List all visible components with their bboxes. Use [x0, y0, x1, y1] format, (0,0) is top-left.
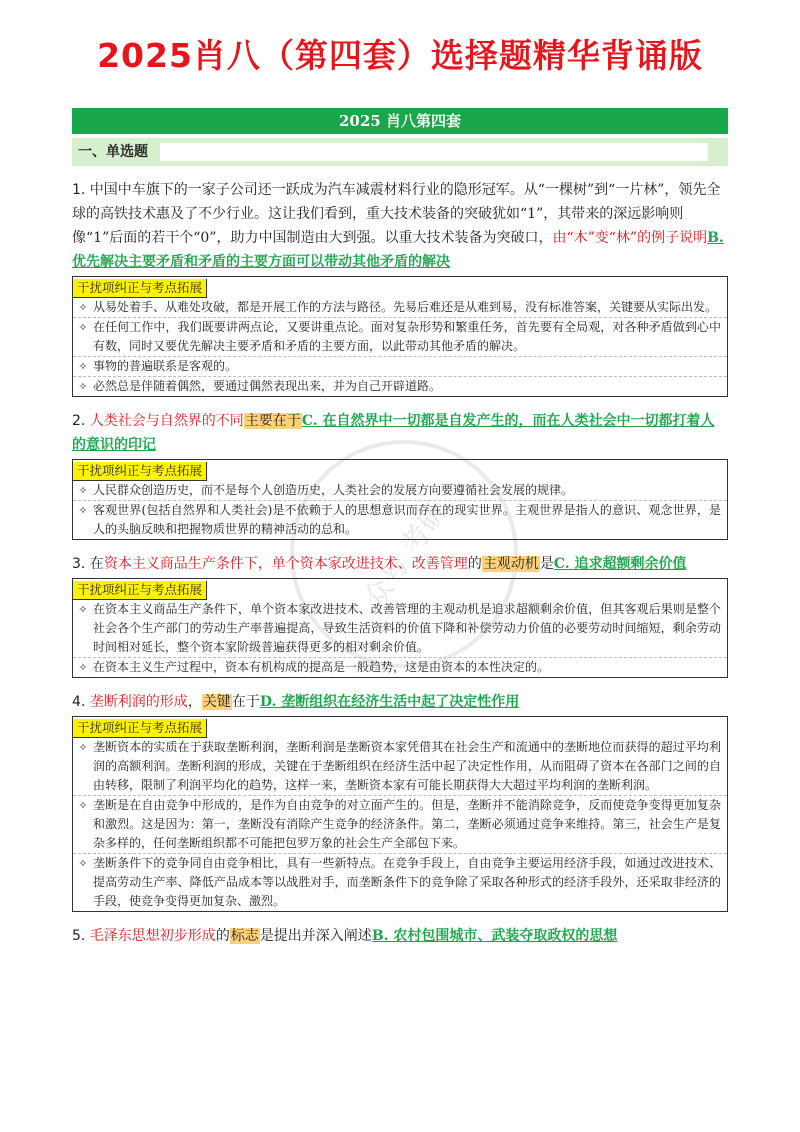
question-stem: 在: [85, 556, 104, 572]
page-title: 2025肖八（第四套）选择题精华背诵版: [97, 36, 703, 75]
note-row: [73, 376, 727, 396]
question-1: [72, 178, 728, 274]
question-2: [72, 409, 728, 457]
diamond-bullet-icon: ✧: [78, 741, 88, 754]
question-stem: ，: [187, 694, 202, 710]
question-key-phrase: 垄断利润的形成: [85, 694, 188, 710]
note-box-heading: 干扰项纠正与考点拓展: [73, 581, 207, 600]
question-3: [72, 552, 728, 576]
note-row: [73, 600, 727, 657]
question-highlight: 主要在于: [244, 413, 301, 429]
question-key-phrase: 毛泽东思想初步形成: [85, 928, 216, 944]
note-text: 必然总是伴随着偶然，要通过偶然表现出来，并为自己开辟道路。: [93, 379, 442, 393]
set-banner: 2025 肖八第四套: [72, 108, 728, 134]
question-number: 3.: [72, 556, 86, 572]
note-text: 垄断资本的实质在于获取垄断利润，垄断利润是垄断资本家凭借其在社会生产和流通中的垄断地位而获得的超过平均利润的高额利润。垄断利润的形成，关键在于垄断组织在经济生活中起了决定性作用，从而阻碍了资本在各部门之间的自由转移，限制了利润平均化的趋势，这样一来，垄断资本家有可能长期获得大大超过平均利润的垄断利润。: [93, 740, 721, 792]
question-key-phrase: 人类社会与自然界的不同: [85, 413, 244, 429]
diamond-bullet-icon: ✧: [78, 484, 88, 497]
question-highlight: 主观动机: [482, 556, 539, 572]
note-box-4: [72, 716, 728, 912]
note-box-2: [72, 459, 728, 540]
diamond-bullet-icon: ✧: [78, 321, 88, 334]
question-stem: 是: [539, 556, 554, 572]
note-text: 事物的普遍联系是客观的。: [93, 359, 238, 373]
question-number: 4.: [72, 694, 86, 710]
note-box-heading: 干扰项纠正与考点拓展: [73, 462, 207, 481]
note-text: 在任何工作中，我们既要讲两点论，又要讲重点论。面对复杂形势和繁重任务，首先要有全局观，对各种矛盾做到心中有数，同时又要优先解决主要矛盾和矛盾的主要方面，以此带动其他矛盾的解决。: [93, 320, 721, 353]
diamond-bullet-icon: ✧: [78, 360, 88, 373]
note-text: 客观世界(包括自然界和人类社会)是不依赖于人的思想意识而存在的现实世界。主观世界是指人的意识、观念世界，是人的头脑反映和把握物质世界的精神活动的总和。: [93, 503, 721, 536]
note-box-3: [72, 578, 728, 678]
diamond-bullet-icon: ✧: [78, 603, 88, 616]
question-number: 1.: [72, 182, 86, 198]
note-box-1: [72, 276, 728, 397]
answer-text: C. 在自然界中一切都是自发产生的，而在人类社会中一切都打着人的意识的印记: [72, 413, 715, 453]
question-number: 5.: [72, 928, 86, 944]
note-text: 垄断条件下的竞争同自由竞争相比，具有一些新特点。在竞争手段上，自由竞争主要运用经济手段，如通过改进技术、提高劳动生产率、降低产品成本等以战胜对手，而垄断条件下的竞争除了采取各种形式的经济手段外，还采取非经济的手段，使竞争变得更加复杂、激烈。: [93, 856, 721, 908]
note-row: [73, 738, 727, 795]
diamond-bullet-icon: ✧: [78, 857, 88, 870]
question-stem: 的: [467, 556, 482, 572]
question-stem: 的: [215, 928, 230, 944]
note-row: [73, 356, 727, 376]
question-key-phrase: 资本主义商品生产条件下，单个资本家改进技术、改善管理: [103, 556, 468, 572]
question-stem: 在于: [231, 694, 260, 710]
question-4: [72, 690, 728, 714]
watermark-seal: 众号 考研: [245, 395, 563, 713]
note-text: 在资本主义商品生产条件下，单个资本家改进技术、改善管理的主观动机是追求超额剩余价值，但其客观后果则是整个社会各个生产部门的劳动生产率普遍提高，导致生活资料的价值下降和补偿劳动力价值的必要劳动时间缩短，剩余劳动时间相对延长，整个资本家阶级普遍获得更多的相对剩余价值。: [93, 602, 721, 654]
diamond-bullet-icon: ✧: [78, 799, 88, 812]
answer-text: D. 垄断组织在经济生活中起了决定性作用: [259, 694, 520, 710]
diamond-bullet-icon: ✧: [78, 380, 88, 393]
note-text: 从易处着手、从难处攻破，都是开展工作的方法与路径。先易后难还是从难到易，没有标准答案，关键要从实际出发。: [93, 300, 718, 314]
note-row: [73, 298, 727, 317]
note-row: [73, 795, 727, 853]
question-highlight: 关键: [202, 694, 231, 710]
note-row: [73, 853, 727, 911]
section-blank: [160, 143, 708, 161]
note-text: 在资本主义生产过程中，资本有机构成的提高是一般趋势，这是由资本的本性决定的。: [93, 660, 550, 674]
section-label: 一、单选题: [78, 144, 148, 160]
question-highlight: 标志: [230, 928, 259, 944]
question-stem: 是提出并深入阐述: [259, 928, 372, 944]
question-5: [72, 924, 728, 948]
diamond-bullet-icon: ✧: [78, 301, 88, 314]
note-row: [73, 317, 727, 356]
note-row: [73, 657, 727, 677]
note-row: [73, 500, 727, 539]
note-row: [73, 481, 727, 500]
note-box-heading: 干扰项纠正与考点拓展: [73, 719, 207, 738]
note-box-heading: 干扰项纠正与考点拓展: [73, 279, 207, 298]
answer-text: B. 优先解决主要矛盾和矛盾的主要方面可以带动其他矛盾的解决: [72, 230, 724, 270]
note-text: 人民群众创造历史，而不是每个人创造历史，人类社会的发展方向要遵循社会发展的规律。: [93, 483, 574, 497]
note-text: 垄断是在自由竞争中形成的，是作为自由竞争的对立面产生的。但是，垄断并不能消除竞争，反而使竞争变得更加复杂和激烈。这是因为：第一，垄断没有消除产生竞争的经济条件。第二，垄断必须通过竞争来维持。第三，社会生产是复杂多样的，任何垄断组织都不可能把包罗万象的社会生产全部包下来。: [93, 798, 721, 850]
diamond-bullet-icon: ✧: [78, 504, 88, 517]
answer-text: B. 农村包围城市、武装夺取政权的思想: [371, 928, 618, 944]
question-key-phrase: 由“木”变“林”的例子说明: [552, 230, 708, 246]
section-header: [72, 138, 728, 166]
answer-text: C. 追求超额剩余价值: [553, 556, 687, 572]
question-number: 2.: [72, 413, 86, 429]
diamond-bullet-icon: ✧: [78, 661, 88, 674]
question-stem: 中国中车旗下的一家子公司还一跃成为汽车减震材料行业的隐形冠军。从“一棵树”到“一片林”，领先全球的高铁技术惠及了不少行业。这让我们看到，重大技术装备的突破犹如“1”，其带来的深远影响则像“1”后面的若干个“0”，助力中国制造由大到强。以重大技术装备为突破口，: [72, 182, 721, 246]
question-list: [72, 178, 728, 948]
